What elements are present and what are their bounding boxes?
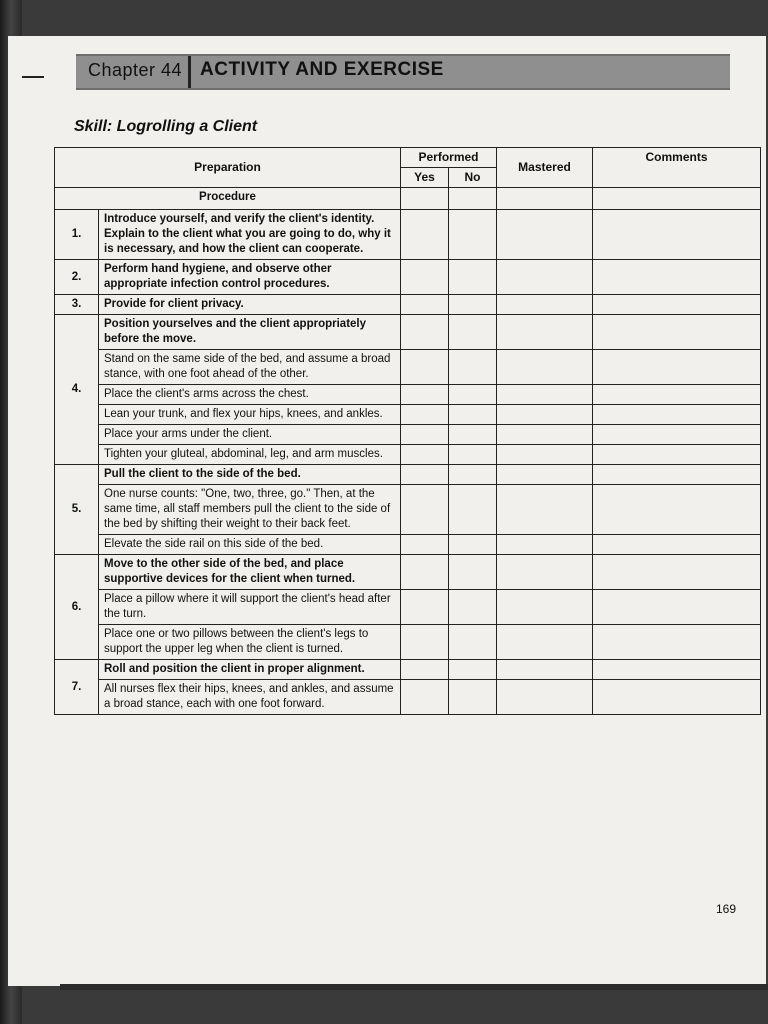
procedure-header: Procedure	[55, 188, 401, 210]
checkbox-cell[interactable]	[497, 350, 593, 385]
margin-mark	[22, 76, 44, 78]
page-number: 169	[716, 902, 737, 916]
checkbox-cell[interactable]	[449, 680, 497, 715]
checkbox-cell[interactable]	[497, 210, 593, 260]
substep-text: Place one or two pillows between the client's legs to support the upper leg when the client is turned.	[99, 625, 401, 660]
comment-cell[interactable]	[593, 535, 761, 555]
table-row	[55, 485, 761, 535]
checkbox-cell[interactable]	[449, 210, 497, 260]
page-edge-shadow	[60, 984, 768, 990]
checkbox-cell[interactable]	[497, 445, 593, 465]
table-row	[55, 210, 761, 260]
table-row	[55, 555, 761, 590]
checkbox-cell[interactable]	[449, 590, 497, 625]
checkbox-cell[interactable]	[497, 625, 593, 660]
checkbox-cell[interactable]	[449, 350, 497, 385]
step-number: 4.	[55, 315, 99, 465]
column-header-preparation: Preparation	[55, 148, 401, 188]
checkbox-cell[interactable]	[497, 385, 593, 405]
checkbox-cell[interactable]	[497, 405, 593, 425]
substep-text: Place a pillow where it will support the client's head after the turn.	[99, 590, 401, 625]
comment-cell[interactable]	[593, 295, 761, 315]
comment-cell[interactable]	[593, 555, 761, 590]
table-row	[55, 350, 761, 385]
skill-checklist-table	[54, 147, 761, 715]
substep-text: Stand on the same side of the bed, and assume a broad stance, with one foot ahead of the other.	[99, 350, 401, 385]
checkbox-cell[interactable]	[401, 350, 449, 385]
checkbox-cell[interactable]	[401, 188, 449, 210]
checkbox-cell[interactable]	[401, 295, 449, 315]
table-row	[55, 425, 761, 445]
chapter-label: Chapter 44	[88, 60, 183, 80]
table-row	[55, 660, 761, 680]
table-row	[55, 260, 761, 295]
step-text: Pull the client to the side of the bed.	[99, 465, 401, 485]
step-text: Move to the other side of the bed, and place supportive devices for the client when turned.	[99, 555, 401, 590]
checkbox-cell[interactable]	[497, 485, 593, 535]
checkbox-cell[interactable]	[401, 425, 449, 445]
comment-cell[interactable]	[593, 425, 761, 445]
comment-cell[interactable]	[593, 350, 761, 385]
checkbox-cell[interactable]	[401, 260, 449, 295]
chapter-divider	[188, 56, 191, 88]
column-header-performed: Performed	[401, 148, 497, 168]
chapter-title: ACTIVITY AND EXERCISE	[200, 59, 444, 80]
table-row	[55, 445, 761, 465]
checkbox-cell[interactable]	[401, 465, 449, 485]
checkbox-cell[interactable]	[449, 295, 497, 315]
checkbox-cell[interactable]	[497, 465, 593, 485]
skill-title: Skill: Logrolling a Client	[74, 118, 258, 135]
substep-text: Tighten your gluteal, abdominal, leg, and arm muscles.	[99, 445, 401, 465]
comment-cell[interactable]	[593, 465, 761, 485]
checkbox-cell[interactable]	[497, 260, 593, 295]
table-row	[55, 625, 761, 660]
checkbox-cell[interactable]	[401, 445, 449, 465]
table-row	[55, 315, 761, 350]
checkbox-cell[interactable]	[497, 680, 593, 715]
column-header-mastered: Mastered	[497, 148, 593, 188]
column-header-comments: Comments	[593, 148, 761, 188]
comment-cell[interactable]	[593, 260, 761, 295]
table-row	[55, 405, 761, 425]
checkbox-cell[interactable]	[449, 315, 497, 350]
checkbox-cell[interactable]	[497, 425, 593, 445]
comment-cell[interactable]	[593, 405, 761, 425]
checkbox-cell[interactable]	[401, 405, 449, 425]
checkbox-cell[interactable]	[449, 425, 497, 445]
checkbox-cell[interactable]	[497, 295, 593, 315]
checkbox-cell[interactable]	[449, 260, 497, 295]
step-number: 1.	[55, 210, 99, 260]
step-text: Perform hand hygiene, and observe other appropriate infection control procedures.	[99, 260, 401, 295]
checkbox-cell[interactable]	[449, 485, 497, 535]
checkbox-cell[interactable]	[401, 485, 449, 535]
checkbox-cell[interactable]	[401, 555, 449, 590]
checkbox-cell[interactable]	[449, 405, 497, 425]
step-text: Position yourselves and the client appropriately before the move.	[99, 315, 401, 350]
comment-cell[interactable]	[593, 385, 761, 405]
checkbox-cell[interactable]	[449, 535, 497, 555]
substep-text: One nurse counts: "One, two, three, go." Then, at the same time, all staff members pull the client to the side of the bed by shifting their weight to their back feet.	[99, 485, 401, 535]
checklist-body	[55, 188, 761, 715]
comment-cell[interactable]	[593, 315, 761, 350]
step-number: 7.	[55, 660, 99, 715]
checkbox-cell[interactable]	[401, 625, 449, 660]
checkbox-cell[interactable]	[401, 535, 449, 555]
step-number: 2.	[55, 260, 99, 295]
comment-cell[interactable]	[593, 485, 761, 535]
table-row	[55, 465, 761, 485]
table-row	[55, 385, 761, 405]
checkbox-cell[interactable]	[401, 210, 449, 260]
step-number: 5.	[55, 465, 99, 555]
substep-text: Lean your trunk, and flex your hips, knees, and ankles.	[99, 405, 401, 425]
comment-cell[interactable]	[593, 210, 761, 260]
checkbox-cell[interactable]	[401, 385, 449, 405]
checkbox-cell[interactable]	[449, 660, 497, 680]
checkbox-cell[interactable]	[401, 590, 449, 625]
checkbox-cell[interactable]	[497, 535, 593, 555]
checkbox-cell[interactable]	[497, 555, 593, 590]
step-number: 6.	[55, 555, 99, 660]
checkbox-cell[interactable]	[449, 445, 497, 465]
comment-cell[interactable]	[593, 445, 761, 465]
comment-cell[interactable]	[593, 590, 761, 625]
comment-cell[interactable]	[593, 625, 761, 660]
table-row	[55, 295, 761, 315]
substep-text: Elevate the side rail on this side of the bed.	[99, 535, 401, 555]
table-row	[55, 590, 761, 625]
checkbox-cell[interactable]	[449, 625, 497, 660]
checkbox-cell[interactable]	[449, 465, 497, 485]
comment-cell[interactable]	[593, 660, 761, 680]
step-text: Roll and position the client in proper alignment.	[99, 660, 401, 680]
column-header-no: No	[449, 168, 497, 188]
checkbox-cell[interactable]	[449, 555, 497, 590]
step-text: Provide for client privacy.	[99, 295, 401, 315]
substep-text: All nurses flex their hips, knees, and ankles, and assume a broad stance, each with one foot forward.	[99, 680, 401, 715]
comment-cell[interactable]	[593, 680, 761, 715]
comment-cell[interactable]	[593, 188, 761, 210]
checkbox-cell[interactable]	[401, 315, 449, 350]
table-row	[55, 535, 761, 555]
checkbox-cell[interactable]	[449, 385, 497, 405]
table-row	[55, 680, 761, 715]
checkbox-cell[interactable]	[449, 188, 497, 210]
substep-text: Place your arms under the client.	[99, 425, 401, 445]
checkbox-cell[interactable]	[497, 315, 593, 350]
checkbox-cell[interactable]	[497, 660, 593, 680]
chapter-header-bar	[76, 54, 730, 90]
checkbox-cell[interactable]	[401, 680, 449, 715]
step-number: 3.	[55, 295, 99, 315]
column-header-yes: Yes	[401, 168, 449, 188]
step-text: Introduce yourself, and verify the client's identity. Explain to the client what you are going to do, why it is necessary, and how the client can cooperate.	[99, 210, 401, 260]
checkbox-cell[interactable]	[497, 590, 593, 625]
checkbox-cell[interactable]	[401, 660, 449, 680]
substep-text: Place the client's arms across the chest.	[99, 385, 401, 405]
checkbox-cell[interactable]	[497, 188, 593, 210]
